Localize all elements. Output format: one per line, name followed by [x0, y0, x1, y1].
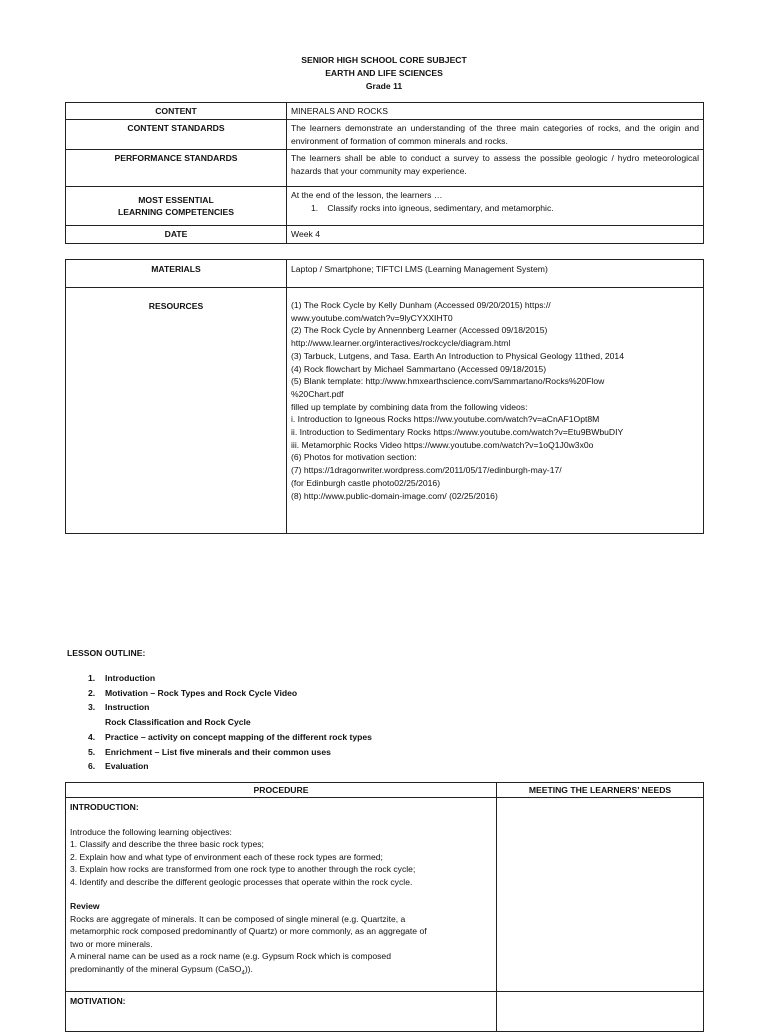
list-item	[88, 715, 372, 730]
motivation-heading: MOTIVATION:	[70, 996, 126, 1007]
header-line-3: Grade 11	[365, 81, 403, 91]
resource-line: www.youtube.com/watch?v=9lyCYXXIHT0	[291, 312, 453, 323]
list-item-number: 3.	[88, 702, 96, 713]
objective-item: 1. Classify and describe the three basic rock types;	[70, 839, 264, 850]
introduction-cell	[66, 798, 497, 992]
review-line: A mineral name can be used as a rock name (e.g. Gypsum Rock which is composed	[70, 951, 391, 962]
learners-needs-header: MEETING THE LEARNERS’ NEEDS	[497, 783, 704, 798]
content-label: CONTENT	[66, 103, 287, 120]
resources-label: RESOURCES	[66, 288, 287, 534]
competencies-value	[287, 187, 704, 226]
review-text: )).	[244, 963, 253, 974]
competency-number: 1.	[311, 202, 319, 213]
materials-table	[65, 259, 704, 534]
resource-line: (3) Tarbuck, Lutgens, and Tasa. Earth An Introduction to Physical Geology 11thed, 2014	[291, 350, 624, 361]
competency-text: Classify rocks into igneous, sedimentary, and metamorphic.	[327, 202, 554, 213]
list-item	[88, 745, 372, 760]
list-item-number: 4.	[88, 731, 96, 742]
competencies-label-line-2: LEARNING COMPETENCIES	[117, 207, 235, 218]
list-item-number: 6.	[88, 761, 96, 772]
list-item	[88, 686, 372, 701]
header-line-2: EARTH AND LIFE SCIENCES	[325, 68, 443, 78]
competencies-label-line-1: MOST ESSENTIAL	[138, 194, 214, 205]
list-item-number: 5.	[88, 746, 96, 757]
list-item	[88, 700, 372, 715]
content-standards-value: The learners demonstrate an understanding of the three main categories of rocks, and the origin and environment of formation of common minerals and rocks.	[287, 120, 704, 150]
list-item	[88, 759, 372, 774]
competency-item	[291, 202, 699, 214]
competencies-intro: At the end of the lesson, the learners …	[291, 190, 443, 201]
resource-line: (7) https://1dragonwriter.wordpress.com/2011/05/17/edinburgh-may-17/	[291, 465, 562, 476]
resource-line: %20Chart.pdf	[291, 388, 344, 399]
resource-line: (6) Photos for motivation section:	[291, 452, 417, 463]
resource-line: (5) Blank template: http://www.hmxearthscience.com/Sammartano/Rocks%20Flow	[291, 376, 605, 387]
date-label: DATE	[66, 226, 287, 243]
performance-standards-value: The learners shall be able to conduct a survey to assess the possible geologic / hydro meteorological hazards that your community may experience.	[287, 150, 704, 187]
list-item-text: Introduction	[105, 673, 156, 683]
document-header	[0, 54, 768, 93]
list-item	[88, 671, 372, 686]
review-line: Rocks are aggregate of minerals. It can be composed of single mineral (e.g. Quartzite, a	[70, 913, 406, 924]
objective-item: 4. Identify and describe the different geologic processes that operate within the rock cycle.	[70, 876, 413, 887]
review-text: predominantly of the mineral Gypsum (CaSO	[70, 963, 242, 974]
content-value: MINERALS AND ROCKS	[287, 103, 704, 120]
resource-line: (4) Rock flowchart by Michael Sammartano (Accessed 09/18/2015)	[291, 363, 547, 374]
resource-line: (8) http://www.public-domain-image.com/ (02/25/2016)	[291, 490, 498, 501]
resources-list	[291, 299, 699, 502]
header-line-1: SENIOR HIGH SCHOOL CORE SUBJECT	[301, 55, 467, 65]
review-line: two or more minerals.	[70, 938, 153, 949]
lesson-outline-list	[88, 671, 372, 774]
performance-standards-label: PERFORMANCE STANDARDS	[66, 150, 287, 187]
resource-line: (for Edinburgh castle photo02/25/2016)	[291, 477, 441, 488]
learners-needs-cell	[497, 798, 704, 992]
content-standards-label: CONTENT STANDARDS	[66, 120, 287, 150]
materials-value: Laptop / Smartphone; TIFTCI LMS (Learning Management System)	[287, 260, 704, 288]
learners-needs-cell	[497, 992, 704, 1032]
resource-line: filled up template by combining data from the following videos:	[291, 401, 528, 412]
introduction-heading: INTRODUCTION:	[70, 802, 139, 813]
resource-line: (2) The Rock Cycle by Annennberg Learner (Accessed 09/18/2015)	[291, 325, 548, 336]
list-item	[88, 730, 372, 745]
competencies-label	[66, 187, 287, 226]
subscript: 4	[241, 970, 245, 977]
resource-line: i. Introduction to Igneous Rocks https://ww.youtube.com/watch?v=aCnAF1Opt8M	[291, 414, 600, 425]
review-line	[70, 963, 492, 980]
list-item-number: 1.	[88, 673, 96, 683]
review-heading: Review	[70, 901, 100, 912]
materials-label: MATERIALS	[66, 260, 287, 288]
standards-table	[65, 102, 704, 244]
objective-item: 2. Explain how and what type of environment each of these rock types are formed;	[70, 851, 383, 862]
list-item-number: 2.	[88, 687, 96, 698]
objectives-lead: Introduce the following learning objectives:	[70, 826, 232, 837]
list-item-text: Rock Classification and Rock Cycle	[105, 717, 251, 728]
objective-item: 3. Explain how rocks are transformed from one rock type to another through the rock cycle;	[70, 864, 416, 875]
procedure-table	[65, 782, 704, 1032]
date-value: Week 4	[287, 226, 704, 243]
lesson-outline-title: LESSON OUTLINE:	[67, 648, 146, 658]
resources-value	[287, 288, 704, 534]
review-line: metamorphic rock composed predominantly of Quartz) or more commonly, as an aggregate of	[70, 926, 427, 937]
list-item-text: Instruction	[105, 702, 150, 713]
resource-line: http://www.learner.org/interactives/rockcycle/diagram.html	[291, 338, 511, 349]
list-item-text: Evaluation	[105, 761, 149, 772]
list-item-text: Motivation – Rock Types and Rock Cycle Video	[105, 687, 298, 698]
motivation-cell	[66, 992, 497, 1032]
procedure-header: PROCEDURE	[66, 783, 497, 798]
resource-line: (1) The Rock Cycle by Kelly Dunham (Accessed 09/20/2015) https://	[291, 300, 551, 310]
resource-line: ii. Introduction to Sedimentary Rocks https://www.youtube.com/watch?v=Etu9BWbuDIY	[291, 427, 624, 438]
list-item-text: Practice – activity on concept mapping of the different rock types	[105, 731, 372, 742]
list-item-text: Enrichment – List five minerals and their common uses	[105, 746, 331, 757]
resource-line: iii. Metamorphic Rocks Video https://www.youtube.com/watch?v=1oQ1J0w3x0o	[291, 439, 594, 450]
